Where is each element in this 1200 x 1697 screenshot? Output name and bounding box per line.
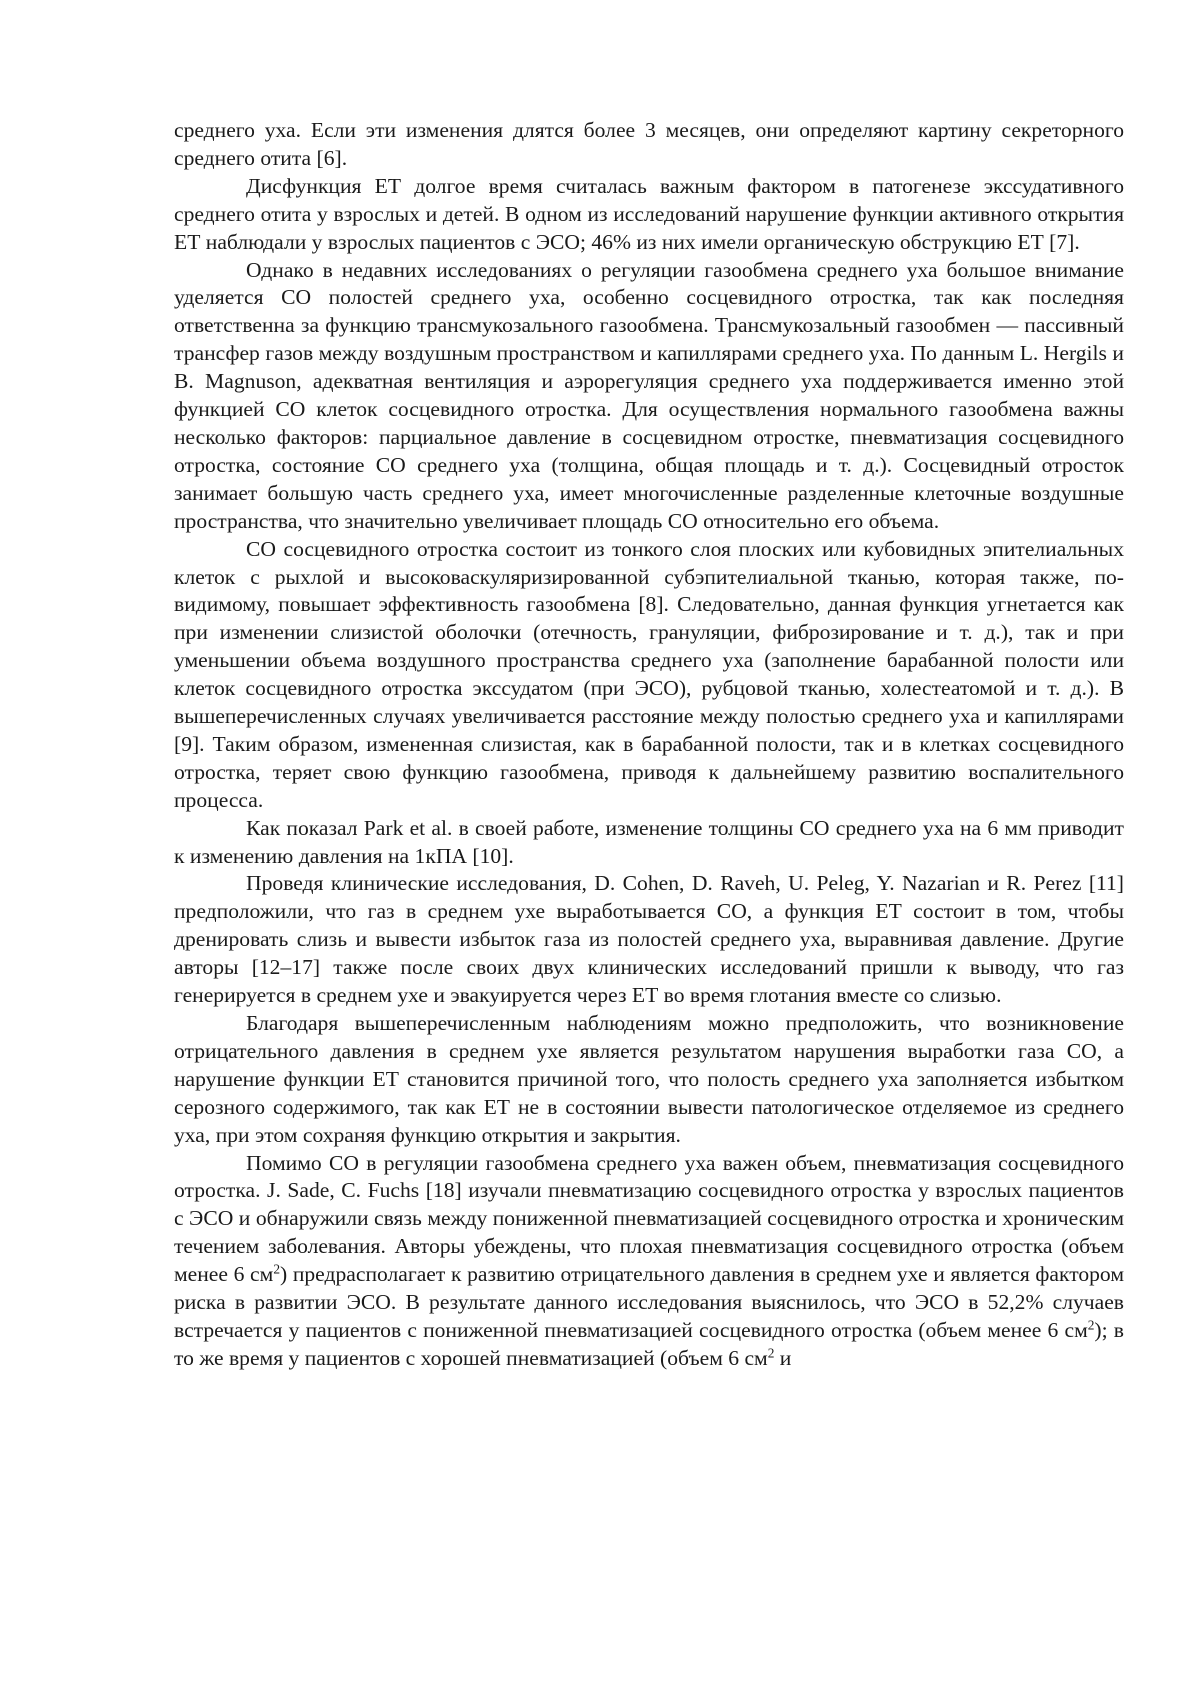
text-run: Помимо СО в регуляции газообмена среднего уха важен объем, пневматизация сосцевидного отростка. J. Sade, C. Fuchs [18] изучали пневматизацию сосцевидного отростка у взрослых пациентов с ЭСО и обнаружили связь между пониженной пневматизацией сосцевидного отростка и хроническим течением заболевания. Авторы убеждены, что плохая пневматизация сосцевидного отростка (объем менее 6 см bbox=[174, 1150, 1124, 1287]
paragraph bbox=[174, 117, 1124, 173]
paragraph bbox=[174, 1150, 1124, 1373]
text-run: среднего уха. Если эти изменения длятся более 3 месяцев, они определяют картину секреторного среднего отита [6]. bbox=[174, 118, 1124, 170]
text-run: Как показал Park et al. в своей работе, изменение толщины СО среднего уха на 6 мм приводит к изменению давления на 1кПА [10]. bbox=[174, 815, 1124, 868]
paragraph bbox=[174, 815, 1124, 871]
document-body-text bbox=[174, 117, 1124, 1373]
paragraph bbox=[174, 536, 1124, 815]
text-run: СО сосцевидного отростка состоит из тонкого слоя плоских или кубовидных эпителиальных клеток с рыхлой и высоковаскуляризированной субэпителиальной тканью, которая также, по-видимому, повышает эффективность газообмена [8]. Следовательно, данная функция угнетается как при изменении слизистой оболочки (отечность, грануляции, фиброзирование и т. д.), так и при уменьшении объема воздушного пространства среднего уха (заполнение барабанной полости или клеток сосцевидного отростка экссудатом (при ЭСО), рубцовой тканью, холестеатомой и т. д.). В вышеперечисленных случаях увеличивается расстояние между полостью среднего уха и капиллярами [9]. Таким образом, измененная слизистая, как в барабанной полости, так и в клетках сосцевидного отростка, теряет свою функцию газообмена, приводя к дальнейшему развитию воспалительного процесса. bbox=[174, 536, 1124, 812]
superscript: 2 bbox=[273, 1261, 280, 1277]
paragraph bbox=[174, 1010, 1124, 1150]
paragraph bbox=[174, 173, 1124, 257]
paragraph bbox=[174, 870, 1124, 1010]
text-run: Благодаря вышеперечисленным наблюдениям можно предположить, что возникновение отрицательного давления в среднем ухе является результатом нарушения выработки газа СО, а нарушение функции ЕТ становится причиной того, что полость среднего уха заполняется избытком серозного содержимого, так как ЕТ не в состоянии вывести патологическое отделяемое из среднего уха, при этом сохраняя функцию открытия и закрытия. bbox=[174, 1011, 1124, 1147]
text-run: ); в то же время у пациентов с хорошей пневматизацией (объем 6 см bbox=[174, 1317, 1124, 1370]
superscript: 2 bbox=[767, 1345, 775, 1361]
text-run: Проведя клинические исследования, D. Cohen, D. Raveh, U. Peleg, Y. Nazarian и R. Perez [11] предположили, что газ в среднем ухе выработывается СО, а функция ЕТ состоит в том, чтобы дренировать слизь и вывести избыток газа из полостей среднего уха, выравнивая давление. Другие авторы [12–17] также после своих двух клинических исследований пришли к выводу, что газ генерируется в среднем ухе и эвакуируется через ЕТ во время глотания вместе со слизью. bbox=[174, 871, 1124, 1008]
text-run: ) предрасполагает к развитию отрицательного давления в среднем ухе и является фактором риска в развитии ЭСО. В результате данного исследования выяснилось, что ЭСО в 52,2% случаев встречается у пациентов с пониженной пневматизацией сосцевидного отростка (объем менее 6 см bbox=[174, 1262, 1124, 1342]
paragraph bbox=[174, 257, 1124, 536]
text-run: и bbox=[774, 1345, 792, 1370]
superscript: 2 bbox=[1087, 1317, 1095, 1333]
text-run: Дисфункция ЕТ долгое время считалась важным фактором в патогенезе экссудативного среднего отита у взрослых и детей. В одном из исследований нарушение функции активного открытия ЕТ наблюдали у взрослых пациентов с ЭСО; 46% из них имели органическую обструкцию ЕТ [7]. bbox=[174, 173, 1124, 254]
text-run: Однако в недавних исследованиях о регуляции газообмена среднего уха большое внимание уделяется СО полостей среднего уха, особенно сосцевидного отростка, так как последняя ответственна за функцию трансмукозального газообмена. Трансмукозальный газообмен — пассивный трансфер газов между воздушным пространством и капиллярами среднего уха. По данным L. Hergils и B. Magnuson, адекватная вентиляция и аэрорегуляция среднего уха поддерживается именно этой функцией СО клеток сосцевидного отростка. Для осуществления нормального газообмена важны несколько факторов: парциальное давление в сосцевидном отростке, пневматизация сосцевидного отростка, состояние СО среднего уха (толщина, общая площадь и т. д.). Сосцевидный отросток занимает большую часть среднего уха, имеет многочисленные разделенные клеточные воздушные пространства, что значительно увеличивает площадь СО относительно его объема. bbox=[174, 257, 1124, 533]
